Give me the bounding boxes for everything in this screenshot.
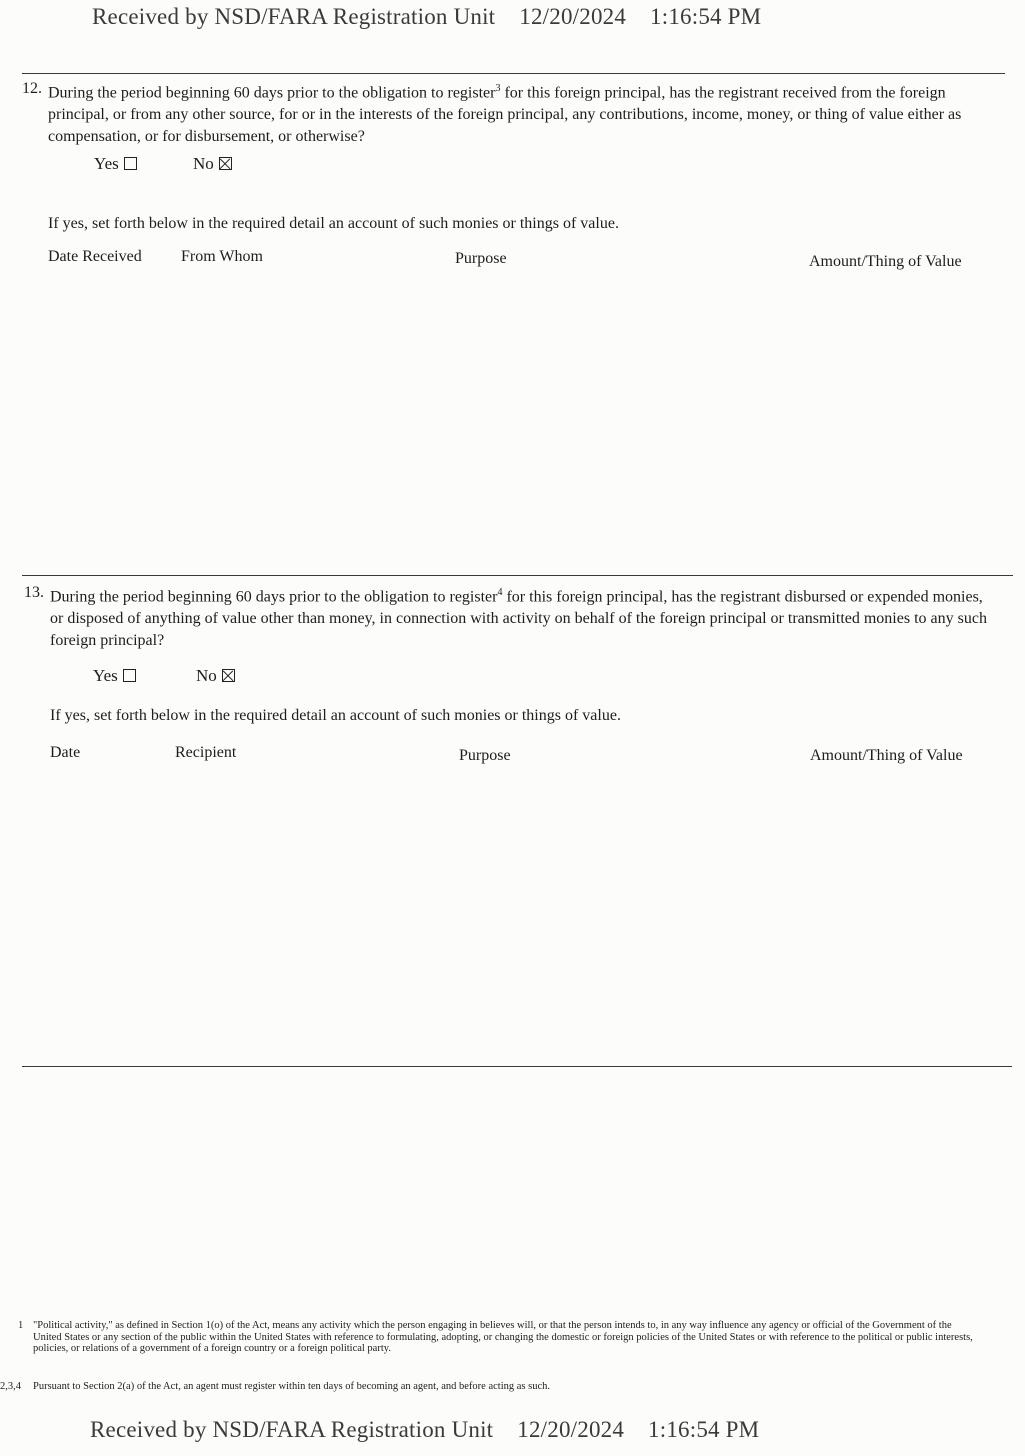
instruction-text: If yes, set forth below in the required detail an account of such monies or things of value. [50, 707, 621, 724]
question-number: 12. [22, 80, 42, 97]
yes-option[interactable] [93, 666, 136, 686]
question-text: During the period beginning 60 days prior to the obligation to register$^3$ for this foreign principal, has the registrant received from the foreign principal, or from any other source, for or in the interests of the foreign principal, any contributions, income, money, or thing of value either as compensation, or for disbursement, or otherwise? [48, 83, 962, 146]
section-divider [22, 1066, 1012, 1067]
yes-checkbox[interactable] [123, 669, 136, 682]
no-option[interactable] [196, 666, 235, 686]
footnote-text: Pursuant to Section 2(a) of the Act, an agent must register within ten days of becoming an agent, and before acting as such. [33, 1381, 550, 1392]
column-header: Recipient [175, 744, 237, 761]
no-label: No [196, 666, 217, 685]
stamp-date: 12/20/2024 [519, 4, 627, 29]
received-stamp-top [92, 4, 761, 30]
stamp-time: 1:16:54 PM [650, 4, 762, 29]
received-stamp-bottom [90, 1417, 759, 1443]
stamp-text: Received by NSD/FARA Registration Unit [92, 4, 496, 29]
column-header: Purpose [459, 747, 511, 764]
footnote-number: 1 [18, 1320, 24, 1331]
no-label: No [193, 154, 214, 173]
no-checkbox-checked[interactable] [222, 669, 235, 682]
no-option[interactable] [193, 154, 232, 174]
column-header: From Whom [181, 248, 263, 265]
yes-checkbox[interactable] [124, 157, 137, 170]
stamp-text: Received by NSD/FARA Registration Unit [90, 1417, 494, 1442]
column-header: Amount/Thing of Value [810, 747, 963, 764]
question-text: During the period beginning 60 days prior to the obligation to register$^4$ for this foreign principal, has the registrant disbursed or expended monies, or disposed of anything of value other than money, in connection with activity on behalf of the foreign principal or transmitted monies to any such foreign principal? [50, 587, 987, 650]
yes-label: Yes [93, 666, 118, 685]
instruction-text: If yes, set forth below in the required detail an account of such monies or things of value. [48, 215, 619, 232]
column-header: Date [50, 744, 81, 761]
stamp-date: 12/20/2024 [517, 1417, 625, 1442]
yes-option[interactable] [94, 154, 137, 174]
question-number: 13. [24, 584, 44, 601]
yes-label: Yes [94, 154, 119, 173]
section-divider [22, 73, 1005, 74]
footnote-number: 2,3,4 [0, 1381, 21, 1392]
section-divider [22, 575, 1013, 576]
column-header: Amount/Thing of Value [809, 253, 962, 270]
column-header: Purpose [455, 250, 507, 267]
footnote-text: "Political activity," as defined in Section 1(o) of the Act, means any activity which the person engaging in believes will, or that the person intends to, in any way influence any agency or official of the Government of the United States or any section of the public within the United States with reference to formulating, adopting, or changing the domestic or foreign policies of the United States or with reference to the political or public interests, policies, or relations of a government of a foreign country or a foreign political party. [33, 1320, 973, 1354]
stamp-time: 1:16:54 PM [648, 1417, 760, 1442]
no-checkbox-checked[interactable] [219, 157, 232, 170]
column-header: Date Received [48, 248, 142, 265]
